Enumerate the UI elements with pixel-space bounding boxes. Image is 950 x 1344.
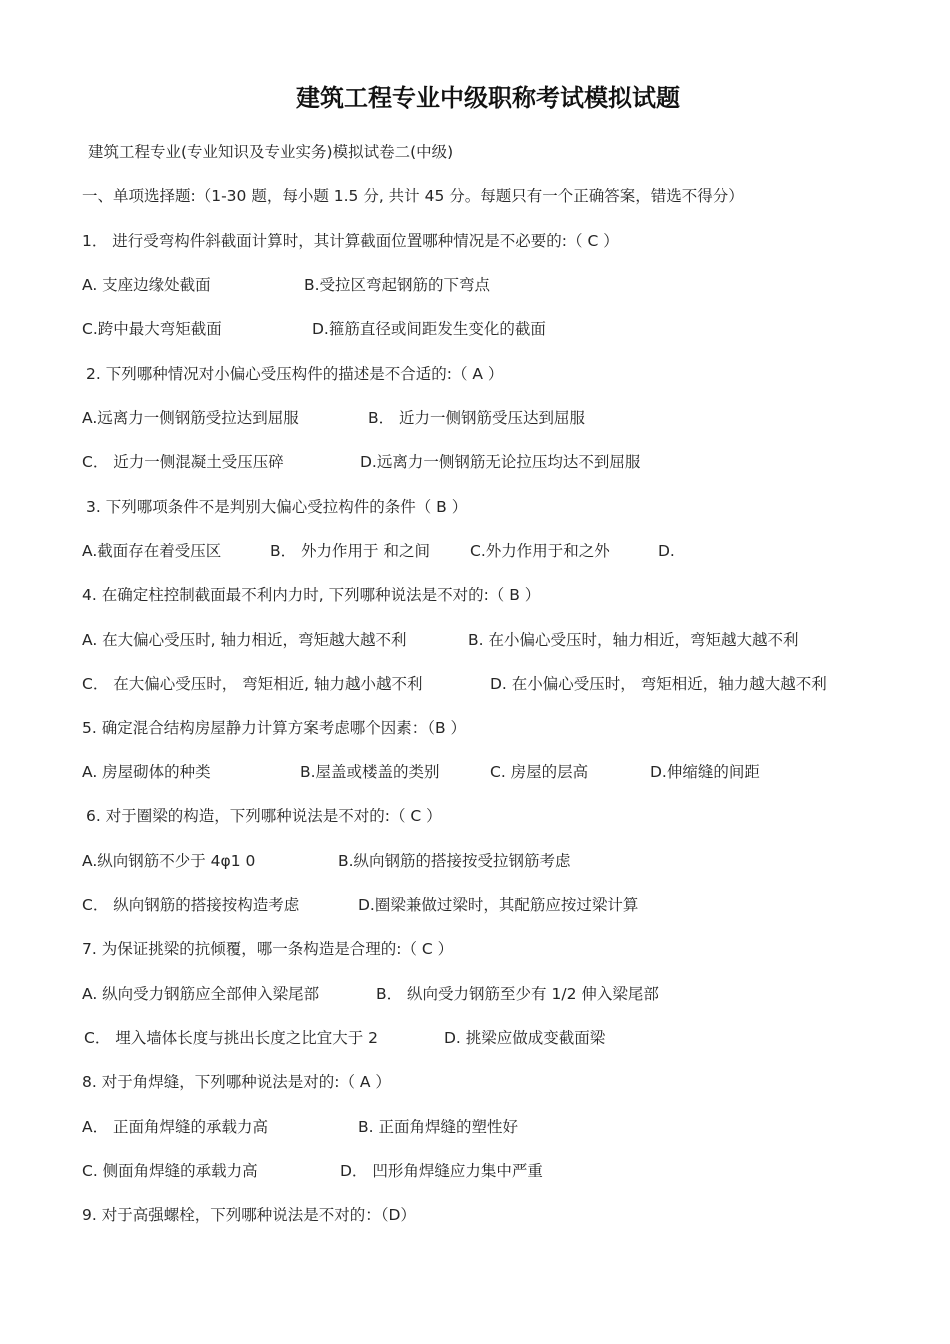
question-3-option-b: B． 外力作用于 和之间 xyxy=(270,542,430,560)
question-3-option-d: D. xyxy=(658,542,675,560)
question-1-option-c: C.跨中最大弯矩截面 xyxy=(82,320,222,338)
question-8-stem: 8. 对于角焊缝，下列哪种说法是对的:（ A ） xyxy=(82,1073,391,1091)
document-title: 建筑工程专业中级职称考试模拟试题 xyxy=(296,84,680,112)
question-7-option-b: B． 纵向受力钢筋至少有 1/2 伸入梁尾部 xyxy=(376,985,659,1003)
question-4-option-a: A. 在大偏心受压时, 轴力相近，弯矩越大越不利 xyxy=(82,631,407,649)
question-6-option-a: A.纵向钢筋不少于 4φ1 0 xyxy=(82,852,256,870)
question-2-stem: 2. 下列哪种情况对小偏心受压构件的描述是不合适的:（ A ） xyxy=(86,365,504,383)
question-4-stem: 4. 在确定柱控制截面最不利内力时, 下列哪种说法是不对的:（ B ） xyxy=(82,586,541,604)
question-6-option-b: B.纵向钢筋的搭接按受拉钢筋考虑 xyxy=(338,852,571,870)
question-2-option-b: B． 近力一侧钢筋受压达到屈服 xyxy=(368,409,586,427)
question-2-option-c: C． 近力一侧混凝土受压压碎 xyxy=(82,453,284,471)
question-8-option-c: C. 侧面角焊缝的承载力高 xyxy=(82,1162,258,1180)
question-1-option-d: D.箍筋直径或间距发生变化的截面 xyxy=(312,320,546,338)
question-3-stem: 3. 下列哪项条件不是判别大偏心受拉构件的条件（ B ） xyxy=(86,498,468,516)
question-3-option-c: C.外力作用于和之外 xyxy=(470,542,610,560)
question-5-option-d: D.伸缩缝的间距 xyxy=(650,763,760,781)
question-2-option-a: A.远离力一侧钢筋受拉达到屈服 xyxy=(82,409,299,427)
question-5-option-c: C. 房屋的层高 xyxy=(490,763,589,781)
question-7-stem: 7. 为保证挑梁的抗倾覆，哪一条构造是合理的:（ C ） xyxy=(82,940,454,958)
question-1-option-b: B.受拉区弯起钢筋的下弯点 xyxy=(304,276,491,294)
section-header: 一、单项选择题:（1-30 题，每小题 1.5 分, 共计 45 分。每题只有一个正确答案，错选不得分） xyxy=(82,187,744,205)
question-5-option-a: A. 房屋砌体的种类 xyxy=(82,763,211,781)
question-6-option-c: C． 纵向钢筋的搭接按构造考虑 xyxy=(82,896,300,914)
question-2-option-d: D.远离力一侧钢筋无论拉压均达不到屈服 xyxy=(360,453,641,471)
question-7-option-a: A. 纵向受力钢筋应全部伸入梁尾部 xyxy=(82,985,320,1003)
question-7-option-d: D. 挑梁应做成变截面梁 xyxy=(444,1029,606,1047)
question-5-stem: 5. 确定混合结构房屋静力计算方案考虑哪个因素：（B ） xyxy=(82,719,467,737)
question-4-option-b: B. 在小偏心受压时，轴力相近，弯矩越大越不利 xyxy=(468,631,799,649)
question-6-option-d: D.圈梁兼做过梁时，其配筋应按过梁计算 xyxy=(358,896,639,914)
question-8-option-d: D． 凹形角焊缝应力集中严重 xyxy=(340,1162,543,1180)
document-subtitle: 建筑工程专业(专业知识及专业实务)模拟试卷二(中级) xyxy=(88,143,454,161)
question-4-option-c: C． 在大偏心受压时， 弯矩相近, 轴力越小越不利 xyxy=(82,675,423,693)
question-4-option-d: D. 在小偏心受压时， 弯矩相近，轴力越大越不利 xyxy=(490,675,827,693)
question-1-stem: 1． 进行受弯构件斜截面计算时，其计算截面位置哪种情况是不必要的:（ C ） xyxy=(82,232,619,250)
question-1-option-a: A. 支座边缘处截面 xyxy=(82,276,211,294)
question-5-option-b: B.屋盖或楼盖的类别 xyxy=(300,763,440,781)
question-3-option-a: A.截面存在着受压区 xyxy=(82,542,222,560)
question-6-stem: 6. 对于圈梁的构造，下列哪种说法是不对的:（ C ） xyxy=(86,807,442,825)
question-7-option-c: C． 埋入墙体长度与挑出长度之比宜大于 2 xyxy=(84,1029,379,1047)
question-8-option-b: B. 正面角焊缝的塑性好 xyxy=(358,1118,518,1136)
question-8-option-a: A． 正面角焊缝的承载力高 xyxy=(82,1118,269,1136)
question-9-stem: 9. 对于高强螺栓，下列哪种说法是不对的：（D） xyxy=(82,1206,416,1224)
